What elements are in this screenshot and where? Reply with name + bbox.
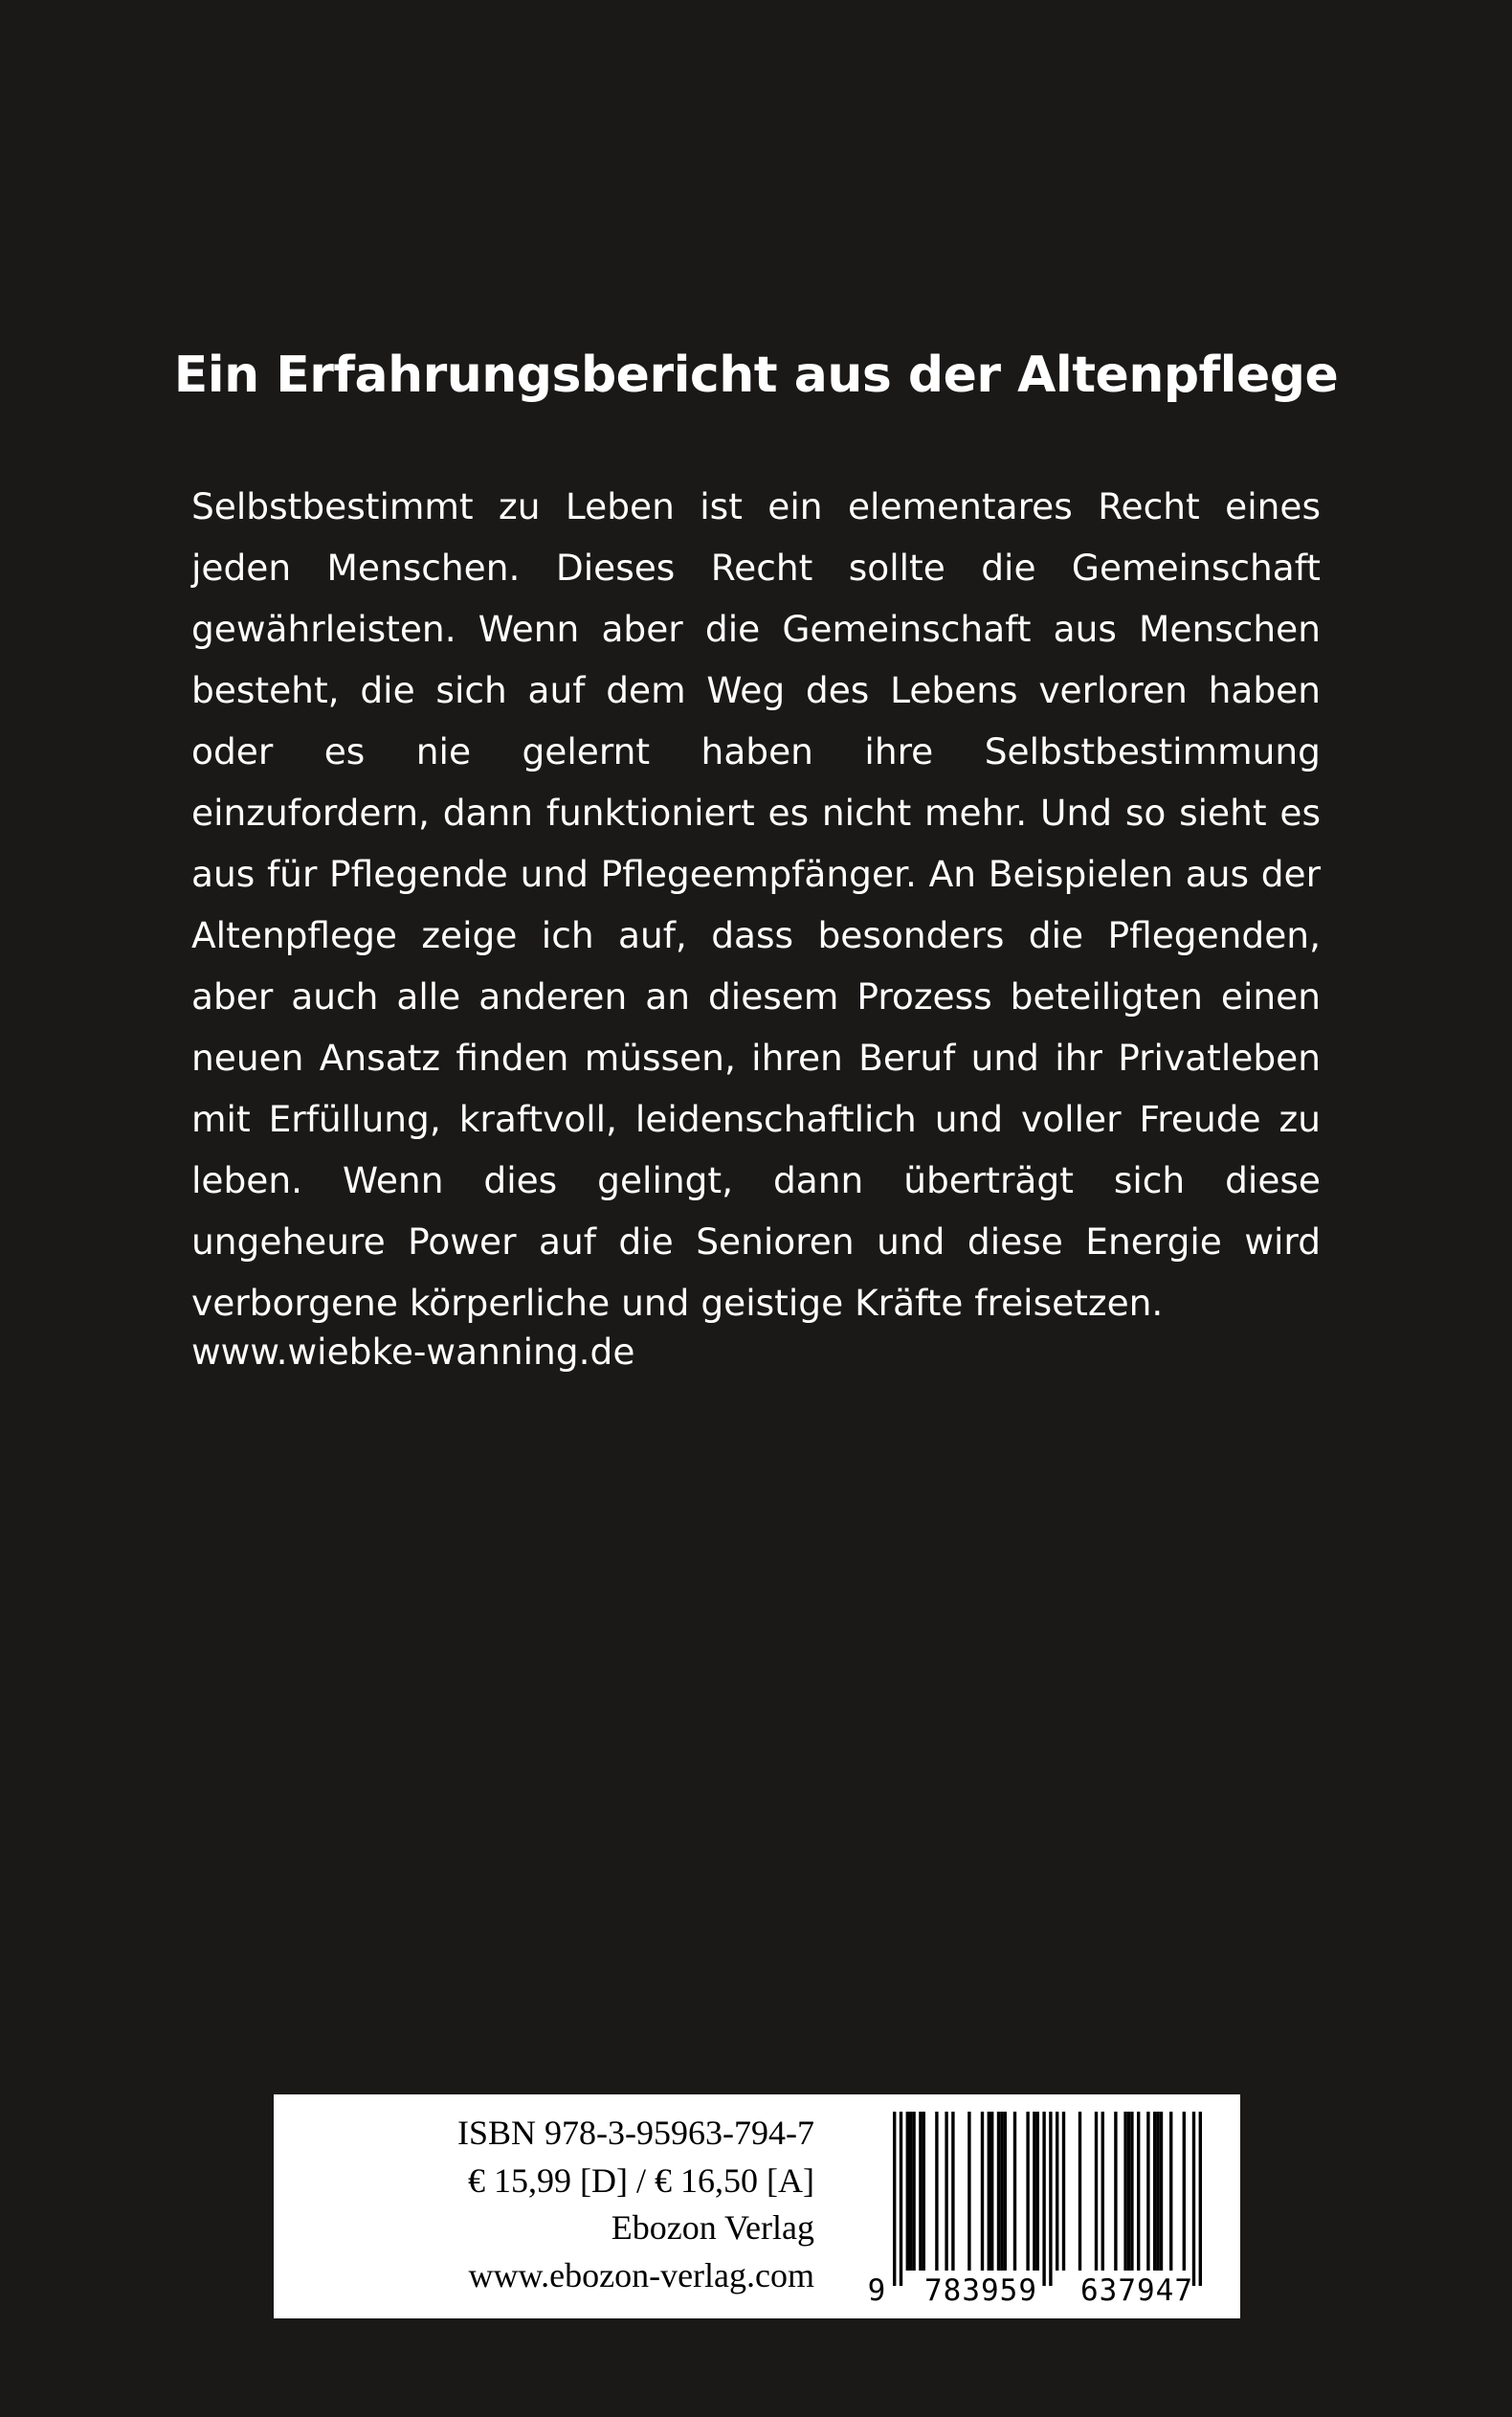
ean-barcode [867, 2108, 1222, 2308]
barcode-bar [945, 2112, 947, 2271]
barcode-bar [1013, 2112, 1016, 2271]
barcode-bar [1004, 2112, 1007, 2271]
author-website: www.wiebke-wanning.de [191, 1331, 635, 1373]
barcode-bar [935, 2112, 938, 2271]
barcode-bar [1114, 2112, 1117, 2271]
barcode-bar [1153, 2112, 1156, 2271]
barcode-bar [990, 2112, 993, 2271]
barcode-bar [1056, 2112, 1058, 2271]
barcode-bar [1137, 2112, 1140, 2271]
price-text: € 15,99 [D] / € 16,50 [A] [468, 2160, 814, 2200]
barcode-bar [1049, 2112, 1052, 2286]
barcode-bar [1156, 2112, 1159, 2271]
barcode-bar [988, 2112, 990, 2271]
barcode-bar [1026, 2112, 1029, 2271]
barcode-bar [900, 2112, 902, 2286]
info-box [274, 2094, 1240, 2318]
barcode-bar [1036, 2112, 1039, 2271]
barcode-bar [1101, 2112, 1104, 2271]
barcode-bar [1042, 2112, 1045, 2286]
barcode-bar [1160, 2112, 1163, 2271]
barcode-bar [1146, 2112, 1149, 2271]
barcode-bar [1123, 2112, 1126, 2271]
barcode-bar [912, 2112, 915, 2271]
barcode-bar [981, 2112, 984, 2271]
publisher-website: www.ebozon-verlag.com [468, 2255, 814, 2294]
barcode-bar [1127, 2112, 1130, 2271]
barcode-bar [1095, 2112, 1098, 2271]
book-title: Ein Erfahrungsbericht aus der Altenpflege [173, 347, 1339, 404]
barcode-bar [1183, 2112, 1186, 2271]
barcode-bar [951, 2112, 954, 2271]
barcode-bar [1033, 2112, 1035, 2271]
barcode-bar [1062, 2112, 1065, 2271]
barcode-bar [906, 2112, 909, 2271]
barcode-first-digit: 9 [867, 2273, 886, 2308]
barcode-right-digits: 637947 [1080, 2273, 1193, 2308]
barcode-left-digits: 783959 [924, 2273, 1037, 2308]
barcode-bar [1078, 2112, 1081, 2271]
barcode-bar [967, 2112, 970, 2271]
barcode-bar [923, 2112, 925, 2271]
barcode-bar [919, 2112, 922, 2271]
barcode-bar [1192, 2112, 1195, 2286]
barcode-bars [893, 2112, 1202, 2286]
barcode-bar [909, 2112, 912, 2271]
blurb-text: Selbstbestimmt zu Leben ist ein elementares Recht eines jeden Menschen. Dieses Recht sollte die Gemeinschaft gewährleisten. Wenn aber die Gemeinschaft aus Menschen besteht, die sich auf dem Weg des Lebens verloren haben oder es nie gelernt haben ihre Selbstbestimmung einzufordern, dann funktioniert es nicht mehr. Und so sieht es aus für Pflegende und Pflegeempfänger. An Beispielen aus der Altenpflege zeige ich auf, dass besonders die Pflegenden, aber auch alle anderen an diesem Prozess beteiligten einen neuen Ansatz finden müssen, ihren Beruf und ihr Privatleben mit Erfüllung, kraftvoll, leidenschaftlich und voller Freude zu leben. Wenn dies gelingt, dann überträgt sich diese ungeheure Power auf die Senioren und diese Energie wird verborgene körperliche und geistige Kräfte freisetzen. [191, 485, 1321, 1324]
barcode-bar [1169, 2112, 1172, 2271]
barcode-bar [997, 2112, 1000, 2271]
barcode-bar [1130, 2112, 1133, 2271]
barcode-bar [893, 2112, 896, 2286]
publisher-name: Ebozon Verlag [611, 2208, 814, 2247]
barcode-bar [1199, 2112, 1202, 2286]
barcode-bar [1000, 2112, 1003, 2271]
isbn-text: ISBN 978-3-95963-794-7 [457, 2114, 814, 2152]
